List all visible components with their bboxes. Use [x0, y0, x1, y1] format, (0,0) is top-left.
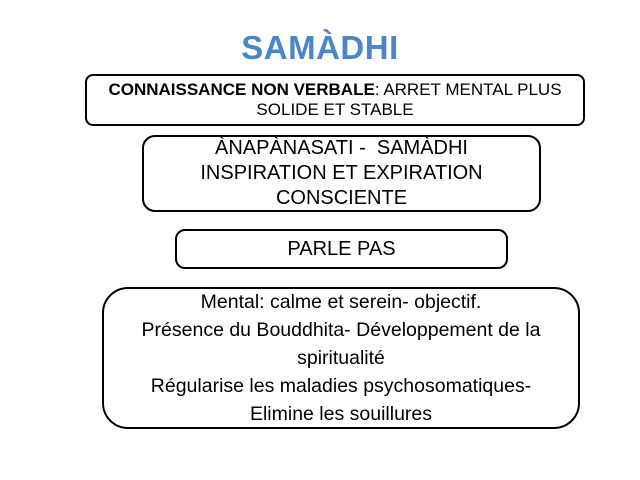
box-mental-line-1: Mental: calme et serein- objectif. [200, 291, 482, 313]
box-anapanasati [142, 135, 541, 212]
box-connaissance-line-1 [108, 80, 561, 100]
box-mental-effects [102, 287, 580, 429]
box-mental-line-4: Régularise les maladies psychosomatiques- [150, 375, 532, 397]
box-parle-pas [175, 229, 508, 269]
box-mental-line-3: spiritualité [297, 347, 385, 369]
box-anapanasati-line-1: ÀNAPÀNASATI - SAMÀDHI [214, 137, 468, 159]
box-connaissance-regular-text: : ARRET MENTAL PLUS [374, 80, 562, 99]
box-anapanasati-line-3: CONSCIENTE [275, 187, 408, 209]
box-mental-line-2: Présence du Bouddhita- Développement de la [141, 319, 541, 341]
box-mental-line-5: Elimine les souillures [249, 403, 433, 425]
box-parle-pas-text: PARLE PAS [287, 238, 396, 260]
box-connaissance-bold-text: CONNAISSANCE NON VERBALE [108, 80, 375, 99]
box-anapanasati-line-2: INSPIRATION ET EXPIRATION [200, 162, 483, 184]
box-connaissance-non-verbale [85, 74, 585, 126]
page-title: SAMÀDHI [241, 29, 399, 66]
box-connaissance-line-2: SOLIDE ET STABLE [256, 100, 414, 119]
